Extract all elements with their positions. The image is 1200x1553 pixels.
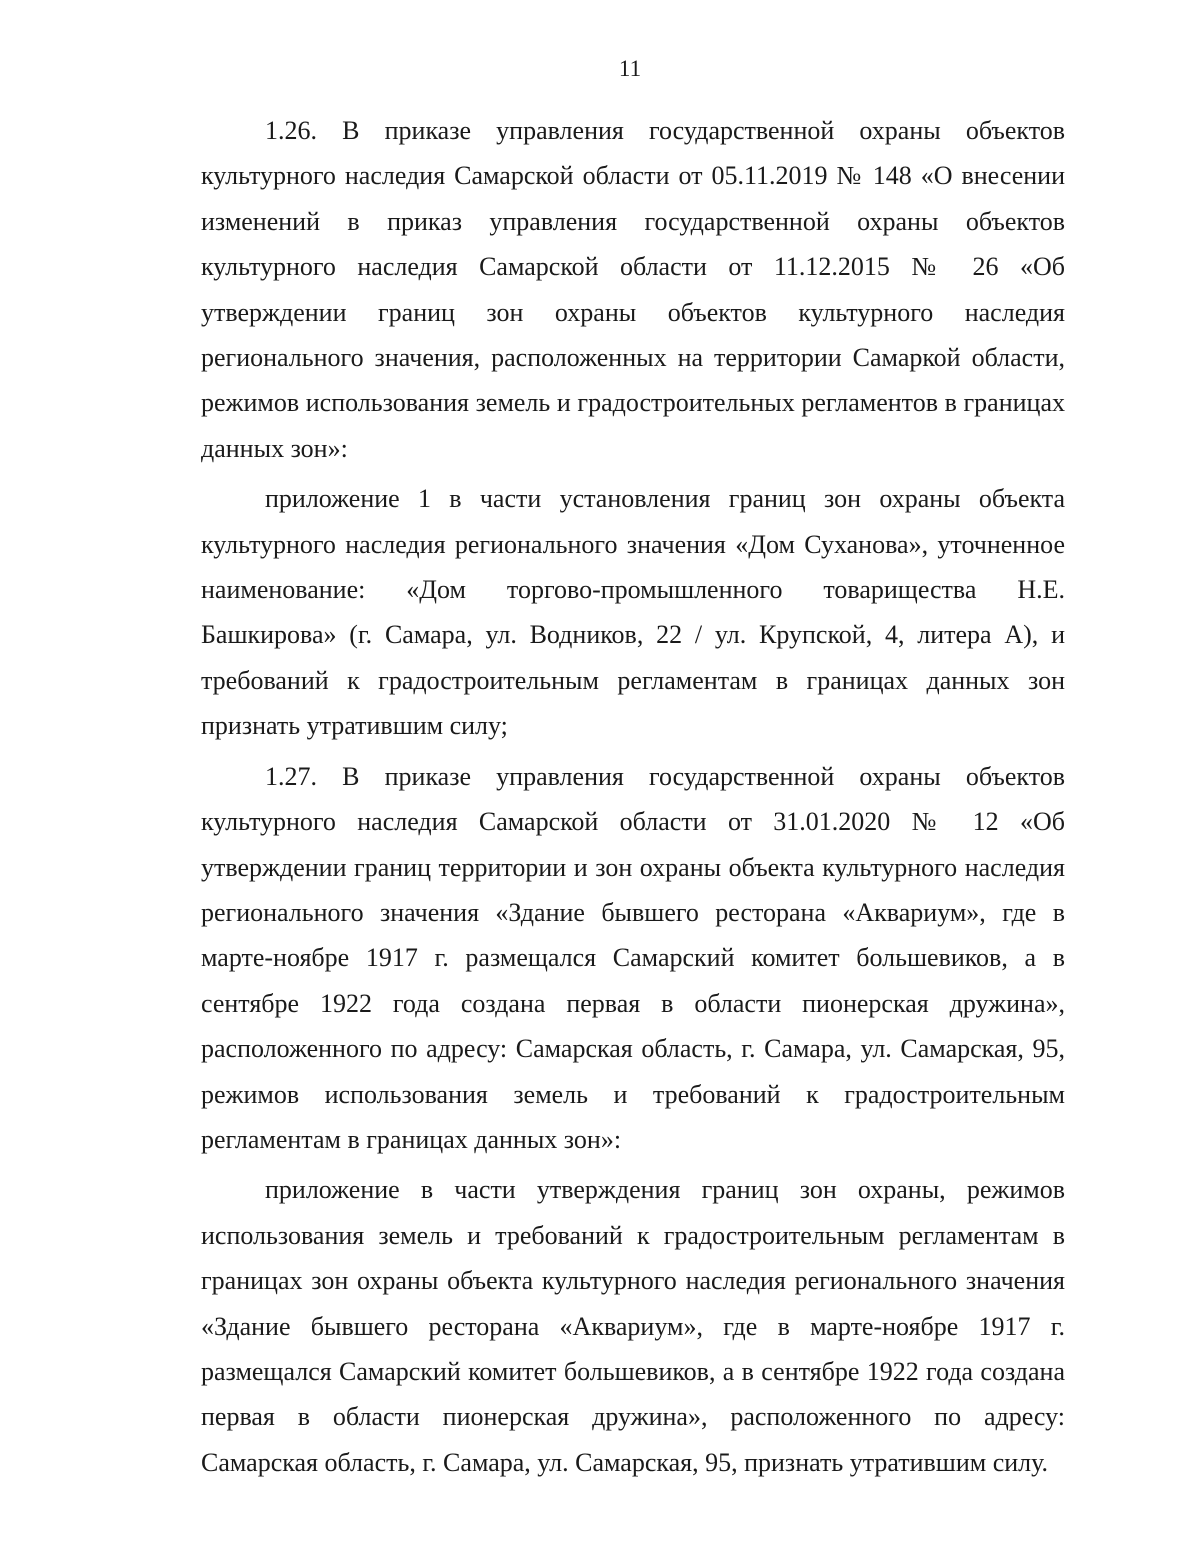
- paragraph-1-26: 1.26. В приказе управления государственной охраны объектов культурного наследия Самарской области от 05.11.2019 № 148 «О внесении изменений в приказ управления государственной охраны объектов культурного наследия Самарской области от 11.12.2015 № 26 «Об утверждении границ зон охраны объектов культурного наследия регионального значения, расположенных на территории Самаркой области, режимов использования земель и градостроительных регламентов в границах данных зон»:: [201, 116, 1065, 463]
- paragraph-appendix-2: приложение в части утверждения границ зон охраны, режимов использования земель и требований к градостроительным регламентам в границах зон охраны объекта культурного наследия регионального значения «Здание бывшего ресторана «Аквариум», где в марте-ноябре 1917 г. размещался Самарский комитет большевиков, а в сентябре 1922 года создана первая в области пионерская дружина», расположенного по адресу: Самарская область, г. Самара, ул. Самарская, 95, признать утратившим силу.: [201, 1175, 1065, 1477]
- document-body: [201, 108, 1065, 1485]
- paragraph-appendix-1: приложение 1 в части установления границ зон охраны объекта культурного наследия регионального значения «Дом Суханова», уточненное наименование: «Дом торгово-промышленного товарищества Н.Е. Башкирова» (г. Самара, ул. Водников, 22 / ул. Крупской, 4, литера А), и требований к градостроительным регламентам в границах данных зон признать утратившим силу;: [201, 484, 1065, 741]
- paragraph-1-27: 1.27. В приказе управления государственной охраны объектов культурного наследия Самарской области от 31.01.2020 № 12 «Об утверждении границ территории и зон охраны объекта культурного наследия регионального значения «Здание бывшего ресторана «Аквариум», где в марте-ноябре 1917 г. размещался Самарский комитет большевиков, а в сентябре 1922 года создана первая в области пионерская дружина», расположенного по адресу: Самарская область, г. Самара, ул. Самарская, 95, режимов использования земель и требований к градостроительным регламентам в границах данных зон»:: [201, 761, 1065, 1154]
- page-number: 11: [618, 56, 642, 81]
